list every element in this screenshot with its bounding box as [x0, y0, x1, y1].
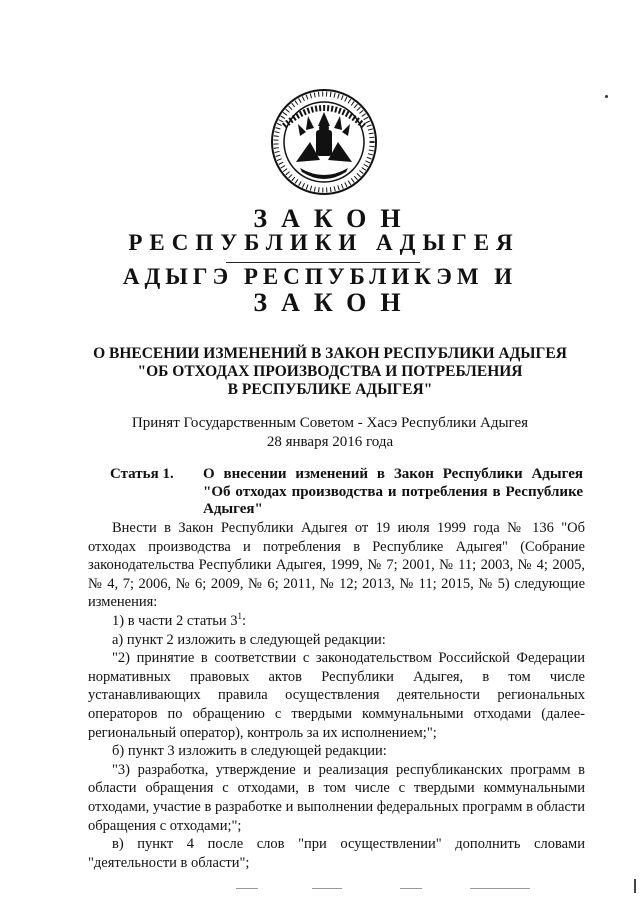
heading-line1: О ВНЕСЕНИИ ИЗМЕНЕНИЙ В ЗАКОН РЕСПУБЛИКИ АДЫГЕЯ: [93, 345, 567, 362]
heading-line2: "ОБ ОТХОДАХ ПРОИЗВОДСТВА И ПОТРЕБЛЕНИЯ: [137, 363, 523, 380]
scan-artifact: [470, 888, 530, 889]
article-body: [88, 519, 585, 872]
scan-speck: [605, 95, 608, 98]
paragraph-text: 1) в части 2 статьи 3: [112, 612, 238, 629]
paragraph: "3) разработка, утверждение и реализация республиканских программ в области обращения с отходами, в том числе с твердыми коммунальными отходами, участие в разработке и выполнении федеральных программ в области обращения с отходами;";: [88, 761, 586, 834]
adoption-body: Принят Государственным Советом - Хасэ Республики Адыгея: [131, 415, 529, 431]
article-label: Статья 1.: [110, 466, 174, 482]
law-title-line3: АДЫГЭ РЕСПУБЛИКЭМ И: [122, 264, 518, 289]
paragraph: Внести в Закон Республики Адыгея от 19 июля 1999 года № 136 "Об отходах производства и потребления в Республике Адыгея" (Собрание законодательства Республики Адыгея, 1999, № 7; 2001, № 11; 2003, № 4; 2005, № 4, 7; 2006, № 6; 2009, № 6; 2011, № 12; 2013, № 11; 2015, № 5) следующие изменения:: [88, 520, 585, 611]
page-edge-mark: [634, 879, 636, 893]
article-title: О внесении изменений в Закон Республики Адыгея "Об отходах производства и потребления в Республике Адыгея": [203, 466, 583, 517]
paragraph: а) пункт 2 изложить в следующей редакции:: [112, 631, 386, 648]
scan-artifact: [236, 888, 258, 889]
paragraph: б) пункт 3 изложить в следующей редакции:: [112, 743, 387, 760]
paragraph: [88, 612, 585, 631]
paragraph: в) пункт 4 после слов "при осуществлении" дополнить словами "деятельности в области";: [88, 836, 585, 871]
law-title-line1: ЗАКОН: [253, 204, 415, 233]
superscript: 1: [237, 611, 243, 622]
law-title-line4: ЗАКОН: [253, 288, 415, 317]
heading-line3: В РЕСПУБЛИКЕ АДЫГЕЯ": [227, 381, 433, 398]
scan-artifact: [400, 888, 422, 889]
law-title-line2: РЕСПУБЛИКИ АДЫГЕЯ: [128, 230, 520, 255]
paragraph-tail: :: [242, 612, 247, 629]
adygea-coat-of-arms-icon: [266, 86, 382, 198]
title-divider: [226, 262, 420, 263]
paragraph: "2) принятие в соответствии с законодательством Российской Федерации нормативных правовых актов Республики Адыгея, в том числе устанавливающих правила осуществления деятельности региональных операторов по обращению с твердыми коммунальными отходами (далее- региональный оператор), контроль за их исполнением;";: [88, 650, 585, 741]
scan-artifact: [312, 888, 342, 889]
adoption-date: 28 января 2016 года: [266, 434, 394, 450]
adoption-info: [60, 414, 600, 452]
law-heading: [60, 345, 600, 399]
